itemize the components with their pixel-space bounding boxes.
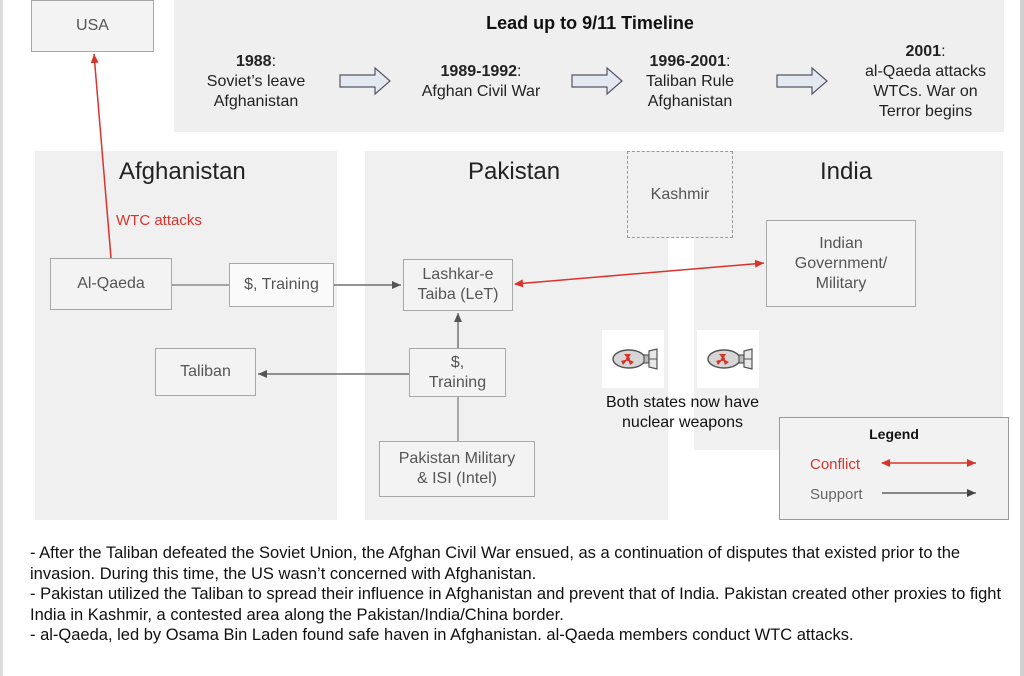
wtc-attack-arrow	[94, 54, 111, 258]
al-qaeda-label: Al-Qaeda	[77, 275, 145, 292]
timeline-year: 1996-2001	[649, 53, 727, 70]
india-title: India	[820, 158, 873, 185]
money-training-label: $, Training	[428, 353, 487, 391]
legend-arrows	[780, 418, 1010, 521]
timeline-event-2001: 2001: al-Qaeda attacks WTCs. War on Terror begins	[865, 43, 986, 120]
lashkar-e-taiba-label: Lashkar-e Taiba (LeT)	[417, 266, 499, 303]
pakistan-title: Pakistan	[468, 158, 561, 185]
timeline-arrow-3	[777, 68, 827, 94]
timeline-text: Soviet’s leave Afghanistan	[206, 73, 306, 110]
timeline-event-1996: 1996-2001: Taliban Rule Afghanistan	[645, 53, 735, 110]
notes	[30, 543, 1015, 646]
pakistan-military-label: Pakistan Military & ISI (Intel)	[398, 450, 516, 487]
timeline-arrow-1	[340, 68, 390, 94]
legend	[779, 417, 1009, 520]
indian-government-label: Indian Government/ Military	[794, 234, 888, 292]
money-training-label: $, Training	[244, 276, 319, 293]
timeline-year: 1989-1992	[440, 63, 518, 80]
let-india-conflict-arrow	[515, 263, 764, 284]
kashmir-label: Kashmir	[650, 185, 710, 203]
timeline-title: Lead up to 9/11 Timeline	[486, 13, 694, 33]
timeline-event-1988: 1988: Soviet’s leave Afghanistan	[206, 53, 306, 110]
nuclear-caption: Both states now have nuclear weapons	[606, 394, 759, 431]
legend-conflict-label: Conflict	[810, 456, 861, 473]
timeline-arrow-2	[572, 68, 622, 94]
note-paragraph: - al-Qaeda, led by Osama Bin Laden found safe haven in Afghanistan. al-Qaeda members conduct WTC attacks.	[30, 626, 854, 644]
timeline-text: Afghan Civil War	[421, 83, 541, 100]
timeline-text: Taliban Rule Afghanistan	[645, 73, 735, 110]
usa-label: USA	[76, 17, 109, 34]
taliban-label: Taliban	[180, 363, 231, 380]
timeline-year: 2001	[905, 43, 942, 60]
legend-title: Legend	[869, 426, 919, 442]
timeline-text: al-Qaeda attacks WTCs. War on Terror begins	[865, 63, 986, 120]
note-paragraph: - After the Taliban defeated the Soviet Union, the Afghan Civil War ensued, as a continuation of disputes that existed prior to the invasion. During this time, the US wasn’t concerned with Afghanistan.	[30, 544, 961, 583]
afghanistan-title: Afghanistan	[119, 158, 246, 185]
wtc-attacks-label: WTC attacks	[116, 212, 202, 229]
timeline-event-1989: 1989-1992: Afghan Civil War	[421, 63, 541, 100]
note-paragraph: - Pakistan utilized the Taliban to spread their influence in Afghanistan and prevent that of India. Pakistan created other proxies to fight India in Kashmir, a contested area along the Pakistan/India/China border.	[30, 585, 1002, 624]
legend-support-label: Support	[810, 486, 863, 503]
timeline-year: 1988	[235, 53, 272, 70]
